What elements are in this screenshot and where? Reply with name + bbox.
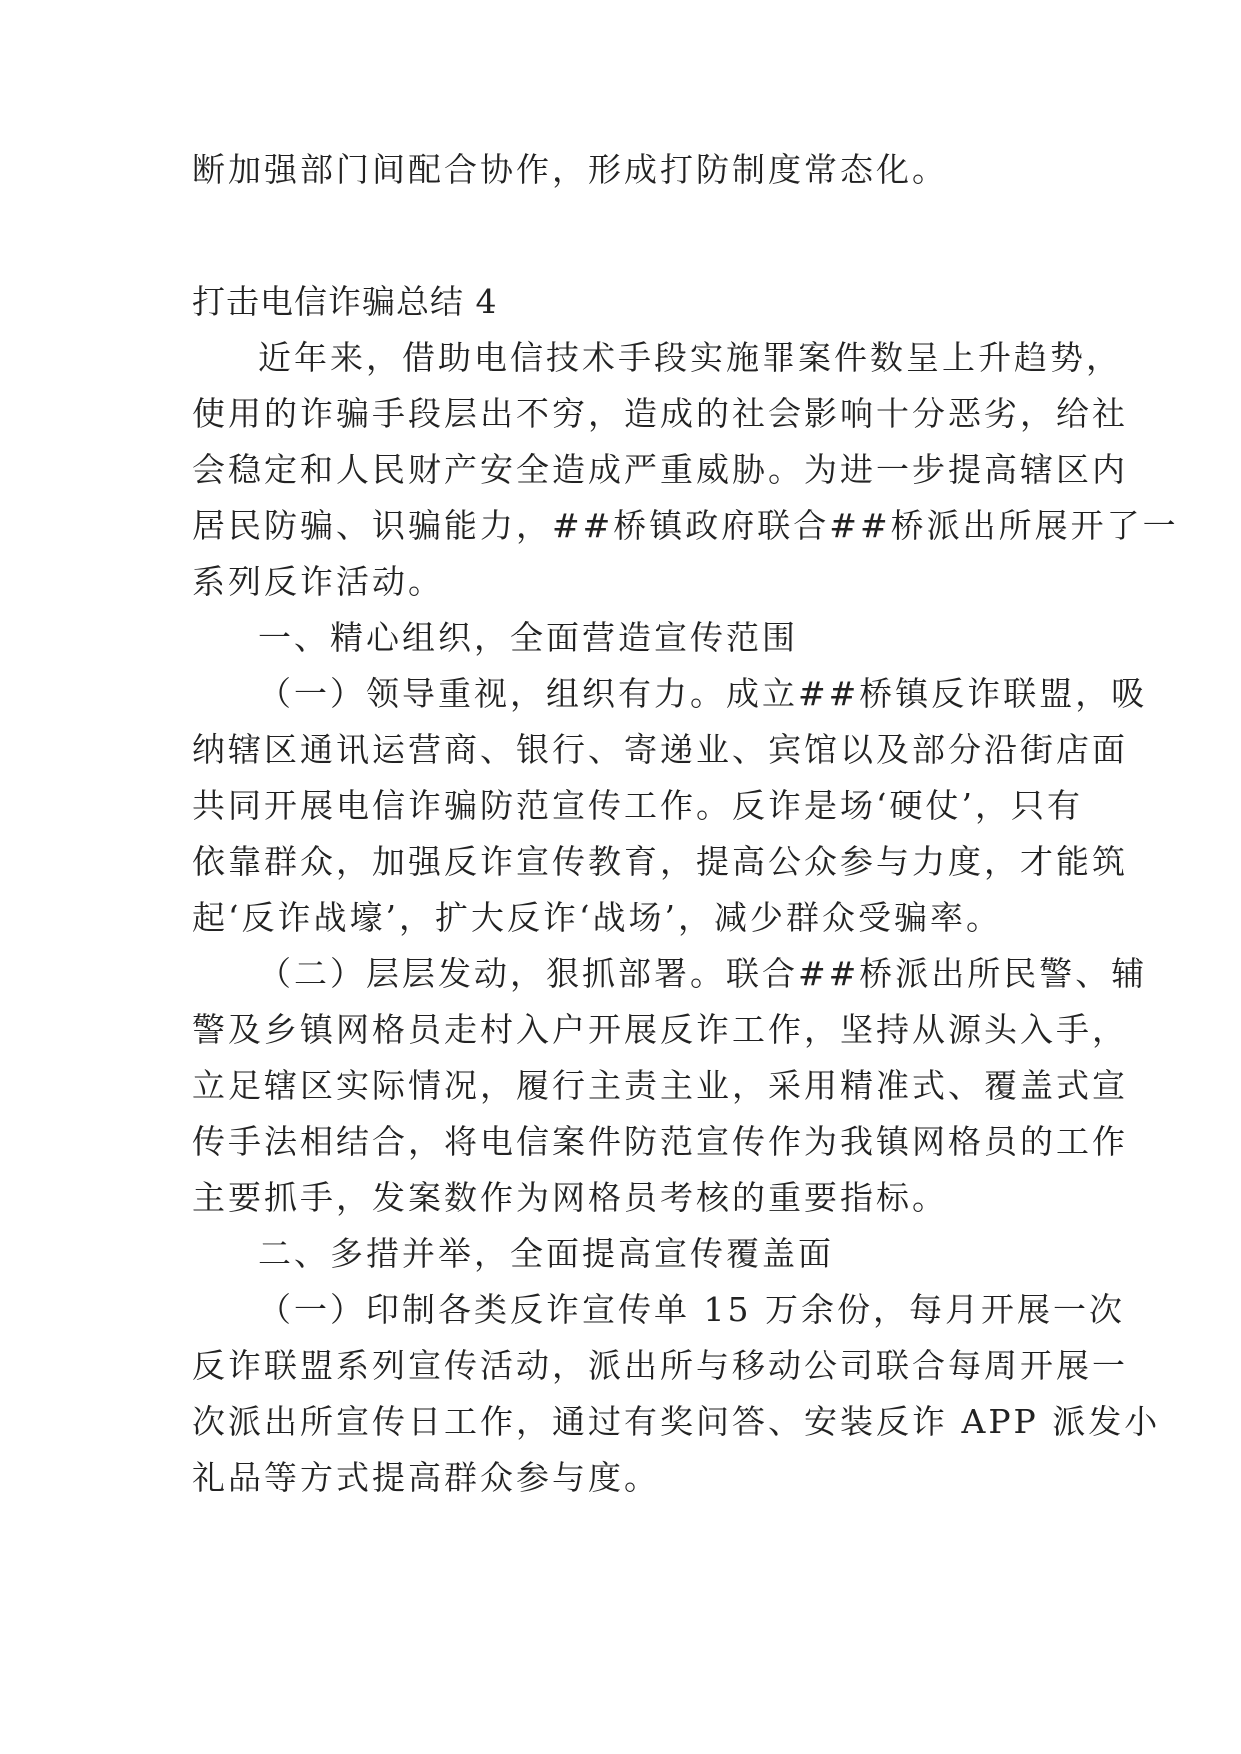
paragraph-line: 使用的诈骗手段层出不穷，造成的社会影响十分恶劣，给社 [192,394,1128,433]
paragraph-line: 纳辖区通讯运营商、银行、寄递业、宾馆以及部分沿街店面 [192,730,1128,769]
paragraph-line: 立足辖区实际情况，履行主责主业，采用精准式、覆盖式宣 [192,1066,1128,1105]
heading-line: 二、多措并举，全面提高宣传覆盖面 [258,1234,834,1273]
paragraph-line: 传手法相结合，将电信案件防范宣传作为我镇网格员的工作 [192,1122,1128,1161]
paragraph-line: 系列反诈活动。 [192,562,444,601]
section-title: 打击电信诈骗总结 4 [192,282,498,321]
paragraph-line: 主要抓手，发案数作为网格员考核的重要指标。 [192,1178,948,1217]
paragraph-line: 近年来，借助电信技术手段实施罪案件数呈上升趋势， [258,338,1122,377]
continuation-line: 断加强部门间配合协作，形成打防制度常态化。 [192,150,948,189]
paragraph-line: （一）印制各类反诈宣传单 15 万余份，每月开展一次 [258,1290,1125,1329]
paragraph-line: 反诈联盟系列宣传活动，派出所与移动公司联合每周开展一 [192,1346,1128,1385]
paragraph-line: 警及乡镇网格员走村入户开展反诈工作，坚持从源头入手， [192,1010,1128,1049]
paragraph-line: 礼品等方式提高群众参与度。 [192,1458,660,1497]
heading-line: 一、精心组织，全面营造宣传范围 [258,618,798,657]
paragraph-line: （一）领导重视，组织有力。成立##桥镇反诈联盟，吸 [258,674,1148,713]
paragraph-line: 共同开展电信诈骗防范宣传工作。反诈是场‘硬仗’，只有 [192,786,1083,825]
paragraph-line: 居民防骗、识骗能力，##桥镇政府联合##桥派出所展开了一 [192,506,1179,545]
paragraph-line: （二）层层发动，狠抓部署。联合##桥派出所民警、辅 [258,954,1148,993]
paragraph-line: 会稳定和人民财产安全造成严重威胁。为进一步提高辖区内 [192,450,1128,489]
paragraph-line: 依靠群众，加强反诈宣传教育，提高公众参与力度，才能筑 [192,842,1128,881]
paragraph-line: 起‘反诈战壕’，扩大反诈‘战场’，减少群众受骗率。 [192,898,1002,937]
paragraph-line: 次派出所宣传日工作，通过有奖问答、安装反诈 APP 派发小 [192,1402,1161,1441]
